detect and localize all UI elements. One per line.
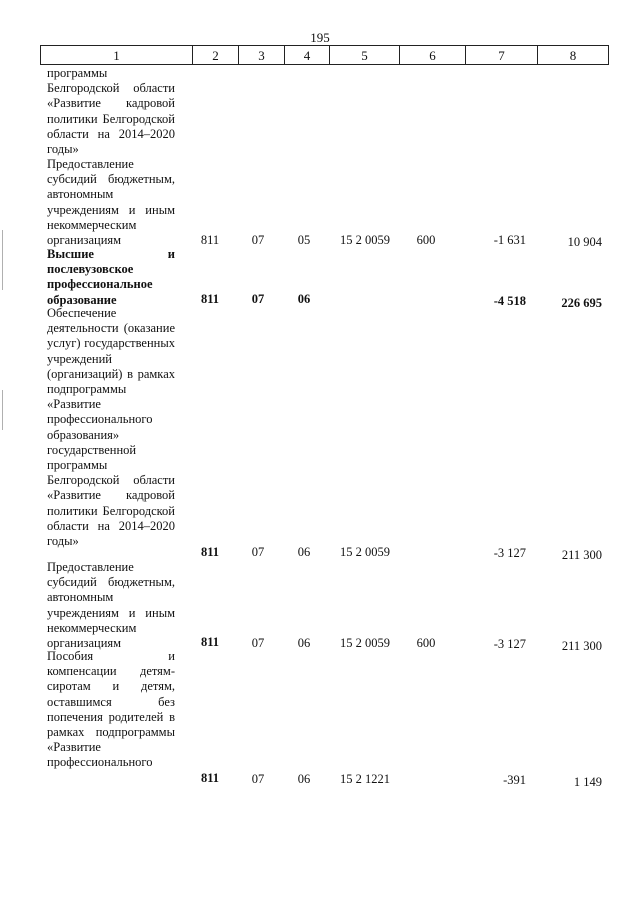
- scan-mark: [2, 230, 3, 290]
- row-value-col-5: 15 2 0059: [340, 233, 390, 247]
- header-col-8: 8: [537, 46, 608, 64]
- row-text: программы Белгородской области «Развитие кадровой политики Белгородской области на 2014–2020 годы»: [47, 66, 175, 157]
- row-value-col-4: 06: [297, 772, 311, 786]
- row-value-col-5: 15 2 1221: [340, 772, 390, 786]
- header-col-4: 4: [284, 46, 329, 64]
- row-value-col-3: 07: [251, 292, 265, 306]
- table-header: [40, 45, 609, 65]
- header-col-1: 1: [113, 48, 120, 63]
- row-value-col-8: 1 149: [573, 775, 602, 789]
- row-value-col-8: 10 904: [567, 235, 602, 249]
- row-value-col-7: -1 631: [493, 233, 526, 247]
- row-value-col-4: 05: [297, 233, 311, 247]
- row-value-col-8: 211 300: [561, 548, 602, 562]
- row-value-col-3: 07: [251, 772, 265, 786]
- row-value-col-6: 600: [416, 636, 436, 650]
- row-value-col-4: 06: [297, 545, 311, 559]
- row-value-col-5: 15 2 0059: [340, 545, 390, 559]
- row-value-col-7: -3 127: [493, 637, 526, 651]
- page-number: 195: [310, 30, 330, 45]
- row-value-col-6: 600: [416, 233, 436, 247]
- row-text: Пособия и компенсации детям-сиротам и детям, оставшимся без попечения родителей в рамках подпрограммы «Развитие профессионального: [47, 649, 175, 770]
- row-value-col-4: 06: [297, 636, 311, 650]
- row-value-col-7: -3 127: [493, 546, 526, 560]
- header-col-3: 3: [238, 46, 284, 64]
- row-value-col-2: 811: [200, 292, 220, 306]
- row-value-col-2: 811: [200, 233, 220, 247]
- row-text: Предоставление субсидий бюджетным, автономным учреждениям и иным некоммерческим организациям: [47, 157, 175, 248]
- row-value-col-4: 06: [297, 292, 311, 306]
- row-value-col-2: 811: [200, 635, 220, 649]
- row-value-col-8: 226 695: [561, 296, 602, 310]
- row-text: Предоставление субсидий бюджетным, автономным учреждениям и иным некоммерческим организациям: [47, 560, 175, 651]
- row-value-col-2: 811: [200, 771, 220, 785]
- row-value-col-3: 07: [251, 233, 265, 247]
- header-col-5: 5: [329, 46, 399, 64]
- row-value-col-3: 07: [251, 545, 265, 559]
- row-text: Высшие и послевузовское профессиональное образование: [47, 247, 175, 307]
- header-col-6: 6: [399, 46, 465, 64]
- row-value-col-2: 811: [200, 545, 220, 559]
- row-text: Обеспечение деятельности (оказание услуг) государственных учреждений (организаций) в рамках подпрограммы «Развитие профессионального образования» государственной программы Белгородской области «Развитие кадровой политики Белгородской области на 2014–2020 годы»: [47, 306, 175, 549]
- row-value-col-3: 07: [251, 636, 265, 650]
- row-value-col-7: -4 518: [493, 294, 526, 308]
- row-value-col-8: 211 300: [561, 639, 602, 653]
- header-col-7: 7: [465, 46, 537, 64]
- row-value-col-7: -391: [503, 773, 526, 787]
- row-value-col-5: 15 2 0059: [340, 636, 390, 650]
- header-col-2: 2: [192, 46, 238, 64]
- scan-mark: [2, 390, 3, 430]
